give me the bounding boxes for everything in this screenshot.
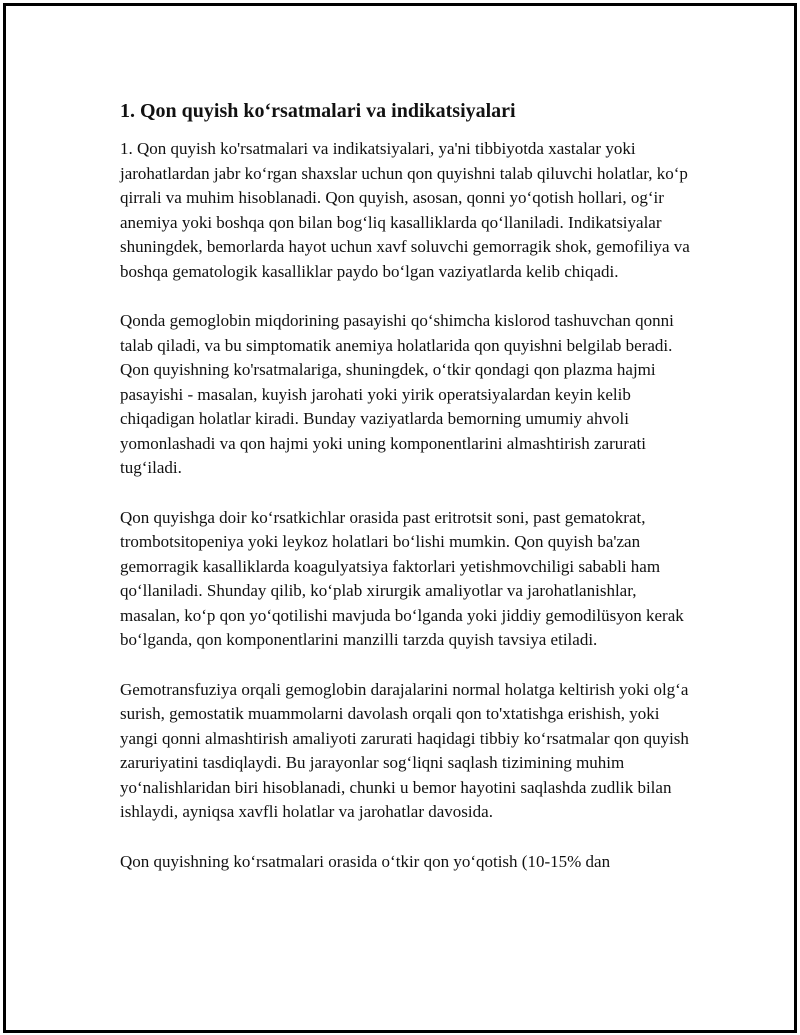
paragraph-1: 1. Qon quyish ko'rsatmalari va indikatsiyalari, ya'ni tibbiyotda xastalar yoki jarohatlardan jabr ko‘rgan shaxslar uchun qon quyishni talab qiluvchi holatlar, ko‘p qirrali va muhim hisoblanadi. Qon quyish, asosan, qonni yo‘qotish hollari, og‘ir anemiya yoki boshqa qon bilan bog‘liq kasalliklarda qo‘llaniladi. Indikatsiyalar shuningdek, bemorlarda hayot uchun xavf soluvchi gemorragik shok, gemofiliya va boshqa gematologik kasalliklar paydo bo‘lgan vaziyatlarda kelib chiqadi. (120, 139, 690, 281)
document-page (3, 3, 797, 1033)
paragraph-2: Qonda gemoglobin miqdorining pasayishi qo‘shimcha kislorod tashuvchan qonni talab qiladi, va bu simptomatik anemiya holatlarida qon quyishni belgilab beradi. Qon quyishning ko'rsatmalariga, shuningdek, o‘tkir qondagi qon plazma hajmi pasayishi - masalan, kuyish jarohati yoki yirik operatsiyalardan keyin kelib chiqadigan holatlar kiradi. Bunday vaziyatlarda bemorning umumiy ahvoli yomonlashadi va qon hajmi yoki uning komponentlarini almashtirish zarurati tug‘iladi. (120, 311, 674, 477)
document-body (120, 98, 695, 874)
paragraph-5: Qon quyishning ko‘rsatmalari orasida o‘tkir qon yo‘qotish (10-15% dan (120, 851, 611, 871)
paragraph-4: Gemotransfuziya orqali gemoglobin darajalarini normal holatga keltirish yoki olg‘a surish, gemostatik muammolarni davolash orqali qon to'xtatishga erishish, yoki yangi qonni almashtirish amaliyoti zarurati haqidagi tibbiy ko‘rsatmalar qon quyish zaruriyatini tasdiqlaydi. Bu jarayonlar sog‘liqni saqlash tizimining muhim yo‘nalishlaridan biri hisoblanadi, chunki u bemor hayotini saqlashda zudlik bilan ishlaydi, ayniqsa xavfli holatlar va jarohatlar davosida. (120, 679, 689, 821)
section-heading: 1. Qon quyish koʻrsatmalari va indikatsiyalari (120, 100, 516, 122)
paragraph-3: Qon quyishga doir ko‘rsatkichlar orasida past eritrotsit soni, past gematokrat, trombotsitopeniya yoki leykoz holatlari bo‘lishi mumkin. Qon quyish ba'zan gemorragik kasalliklarda koagulyatsiya faktorlari yetishmovchiligi sababli ham qo‘llaniladi. Shunday qilib, ko‘plab xirurgik amaliyotlar va jarohatlanishlar, masalan, ko‘p qon yo‘qotilishi mavjuda bo‘lganda yoki jiddiy gemodilüsyon kerak bo‘lganda, qon komponentlarini manzilli tarzda quyish tavsiya etiladi. (120, 507, 684, 649)
